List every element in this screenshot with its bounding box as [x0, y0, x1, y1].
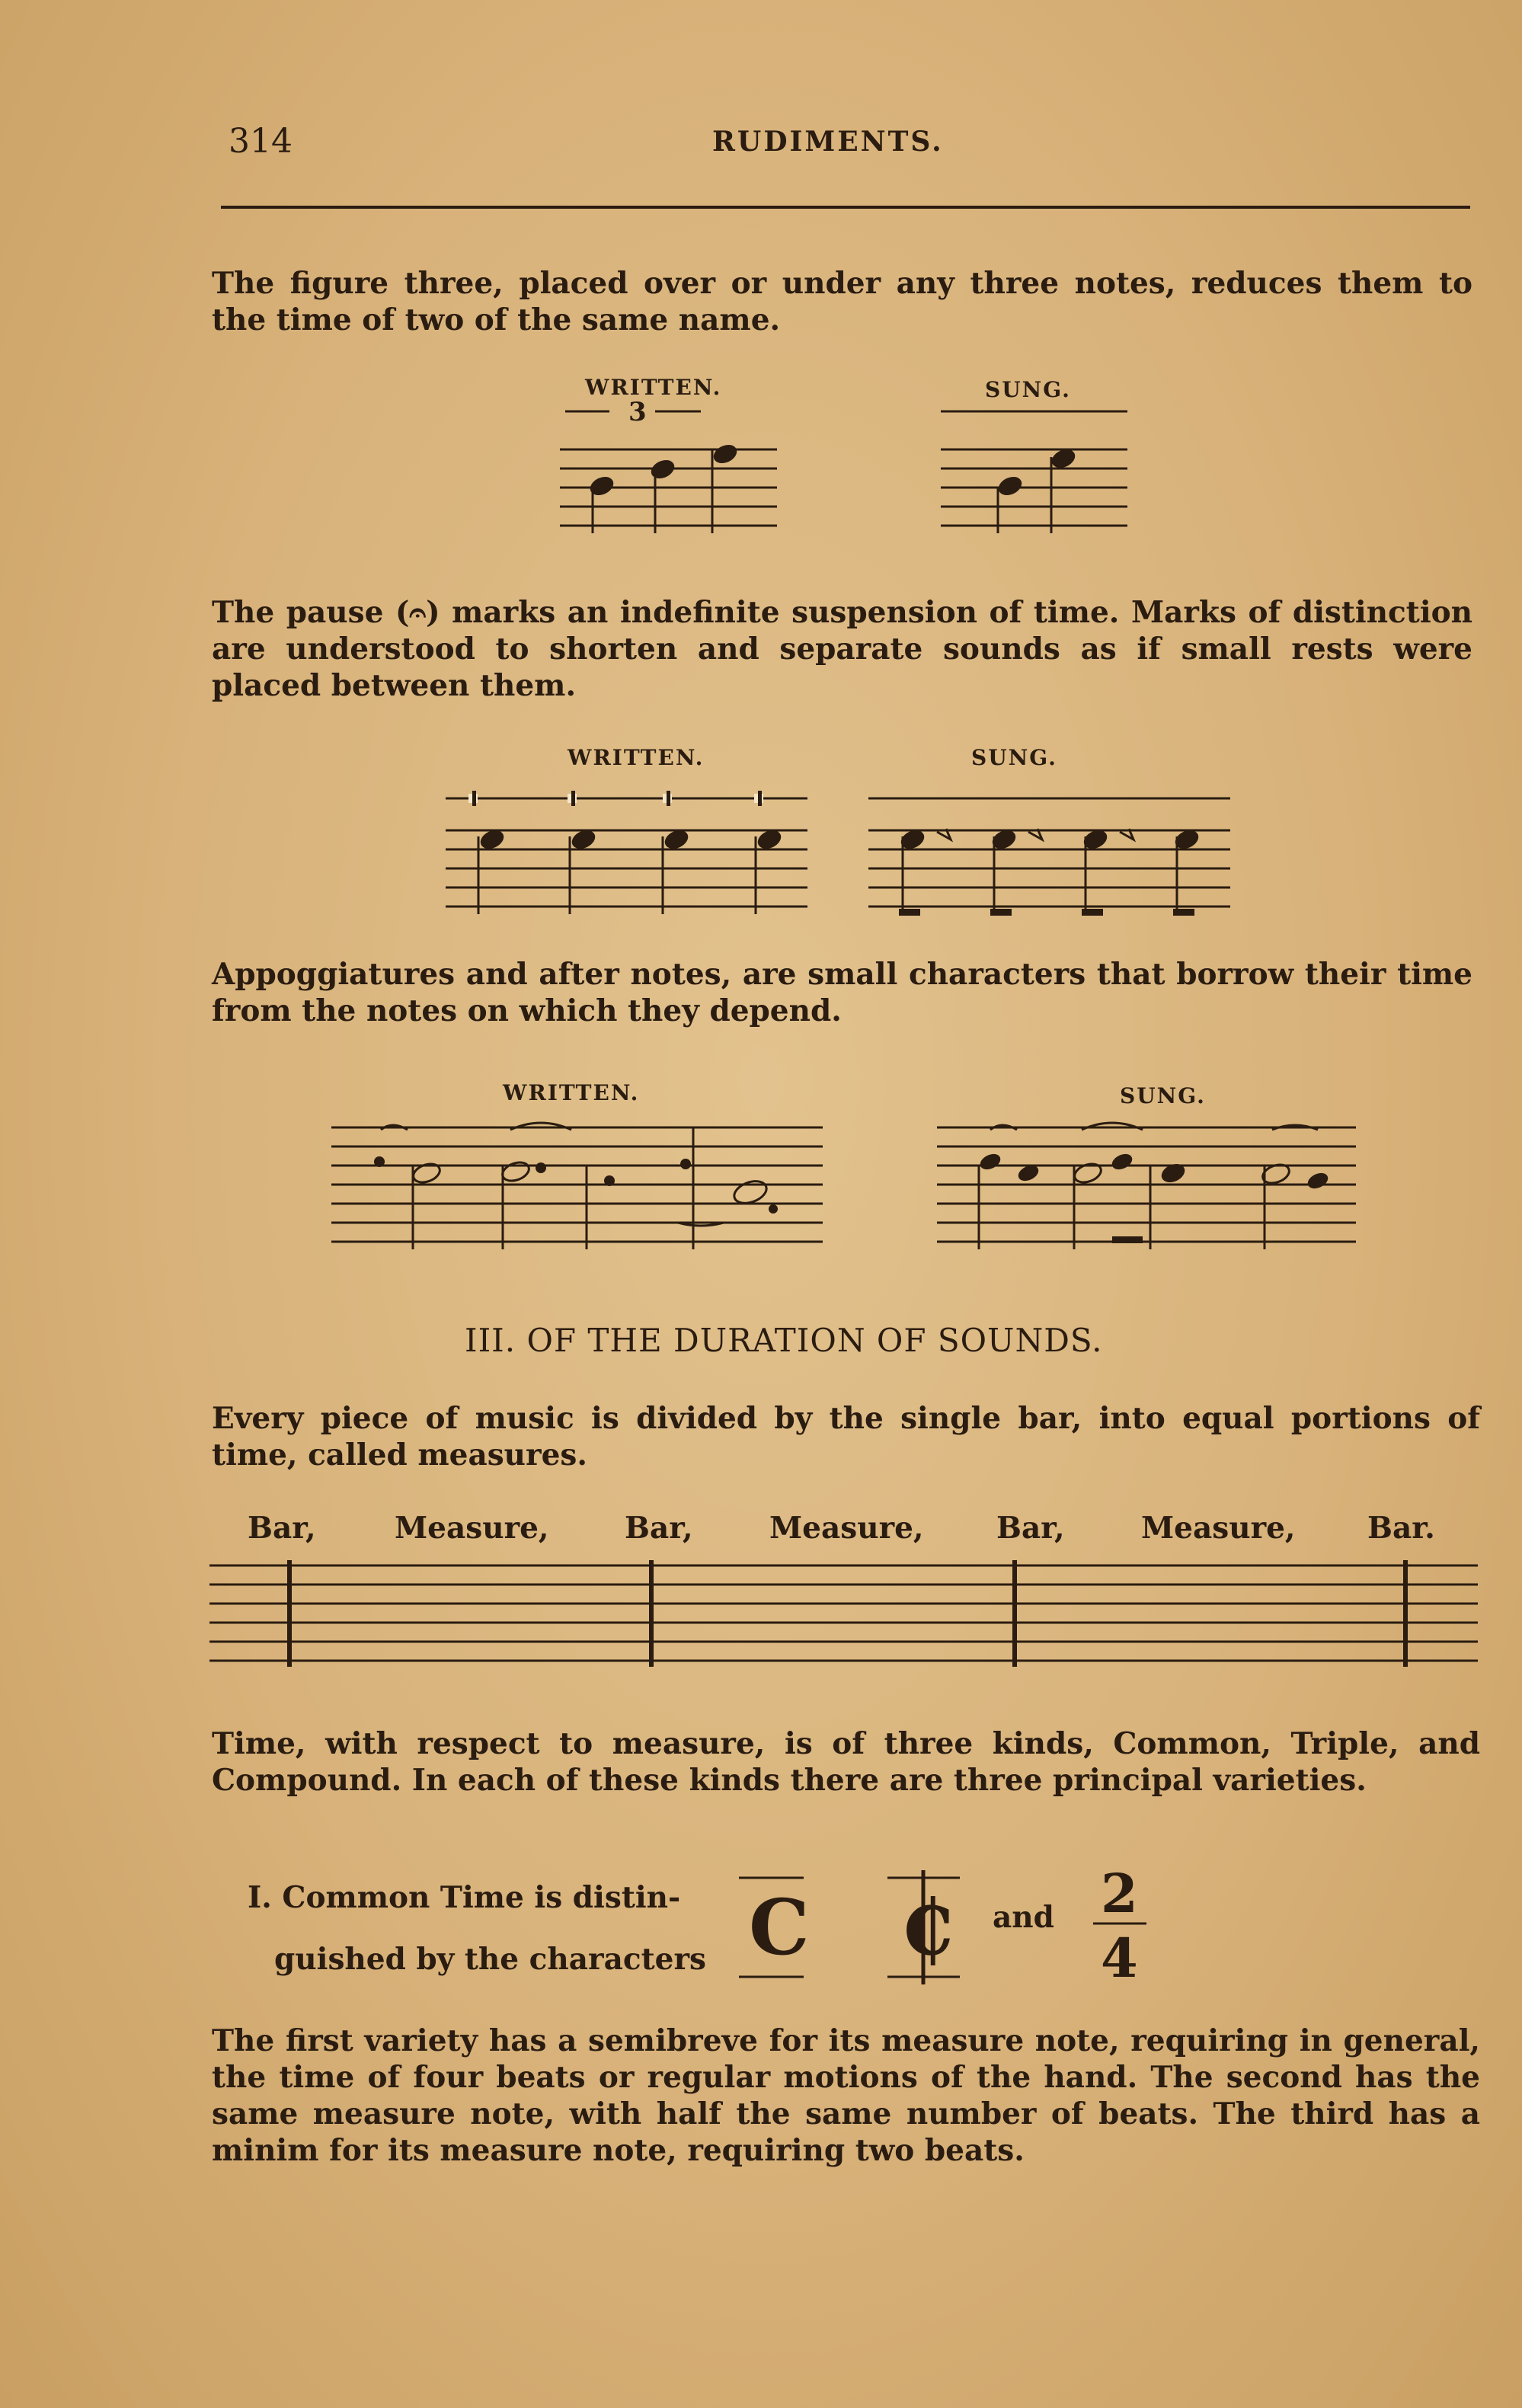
appoggiature-written-label: WRITTEN.: [503, 1080, 640, 1105]
common-time-sig-c: C: [749, 1882, 810, 1972]
common-time-line-1: I. Common Time is distin-: [248, 1880, 681, 1915]
running-head: RUDIMENTS.: [712, 126, 944, 158]
pause-written-label: WRITTEN.: [568, 745, 705, 770]
appoggiature-paragraph: Appoggiatures and after notes, are small characters that borrow their time from the notes on which they depend.: [212, 957, 1472, 1028]
and-word: and: [993, 1900, 1054, 1935]
measure-paragraph: Every piece of music is divided by the single bar, into equal portions of time, called measures.: [212, 1401, 1480, 1473]
triplet-figure: 3: [628, 397, 647, 427]
common-time-line-2: guished by the characters: [274, 1942, 706, 1977]
bar-label-2: Bar,: [625, 1511, 693, 1546]
time-sig-denominator: 4: [1101, 1927, 1138, 1990]
common-time-staff-3: [1089, 1863, 1181, 1992]
time-kinds-paragraph: Time, with respect to measure, is of three kinds, Common, Triple, and Compound. In each of these kinds there are three principal varieties.: [212, 1726, 1480, 1798]
bar-label-3: Bar,: [996, 1511, 1065, 1546]
bar-label-4: Bar.: [1367, 1511, 1435, 1546]
pause-music-example: [442, 785, 1234, 929]
measure-label-1: Measure,: [395, 1511, 549, 1546]
triplet-paragraph: The figure three, placed over or under any three notes, reduces them to the time of two of the same name.: [212, 266, 1472, 337]
triplet-sung-label: SUNG.: [985, 377, 1071, 402]
time-sig-numerator: 2: [1101, 1862, 1138, 1925]
bar-measure-staff: [209, 1554, 1482, 1676]
common-time-sig-c-barred: ₵: [900, 1882, 954, 1972]
appoggiature-sung-label: SUNG.: [1120, 1083, 1206, 1108]
page-number: 314: [229, 122, 293, 161]
measure-label-3: Measure,: [1141, 1511, 1296, 1546]
measure-label-2: Measure,: [769, 1511, 924, 1546]
triplet-written-label: WRITTEN.: [585, 375, 722, 400]
variety-paragraph: The first variety has a semibreve for its measure note, requiring in general, the time of four beats or regular motions of the hand. The second has the same measure note, with half the same number of beats. The third has a minim for its measure note, requiring two beats.: [212, 2023, 1480, 2168]
pause-paragraph: The pause (𝄐) marks an indefinite suspension of time. Marks of distinction are understood to shorten and separate sounds as if small rests were placed between them.: [212, 595, 1472, 703]
section-heading: III. OF THE DURATION OF SOUNDS.: [465, 1322, 1103, 1359]
appoggiature-music-example: [328, 1108, 1379, 1261]
common-time-staff-1: [735, 1866, 887, 1988]
triplet-music-example: [556, 397, 1150, 545]
pause-sung-label: SUNG.: [971, 745, 1057, 770]
bar-label-1: Bar,: [248, 1511, 316, 1546]
header-rule: [221, 206, 1470, 209]
